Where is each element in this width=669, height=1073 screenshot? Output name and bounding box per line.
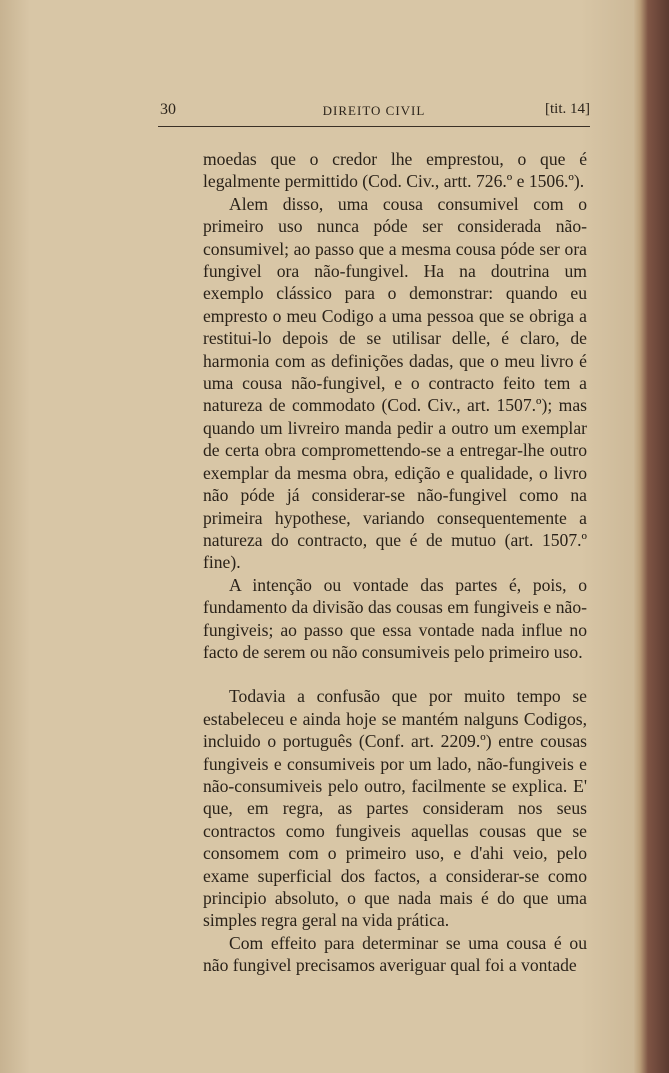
running-title: DIREITO CIVIL xyxy=(322,103,426,118)
section-reference: [tit. 14] xyxy=(545,101,590,117)
book-edge xyxy=(634,0,669,1073)
paragraph-1: moedas que o credor lhe emprestou, o que é legalmente permittido (Cod. Civ., artt. 726.º e 1506.º). xyxy=(203,149,587,192)
body-text xyxy=(203,148,587,977)
page-number: 30 xyxy=(160,101,176,118)
paragraph-2: Alem disso, uma cousa consumivel com o primeiro uso nunca póde ser considerada não-consumivel; ao passo que a mesma cousa póde ser ora fungivel ora não-fungivel. Ha na doutrina um exemplo clássico para o demonstrar: quando eu empresto o meu Codigo a uma pessoa que se obriga a restitui-lo depois de se utilisar delle, é claro, de harmonia com as definições dadas, que o meu livro é uma cousa não-fungivel, e o contracto feito tem a natureza de commodato (Cod. Civ., art. 1507.º); mas quando um livreiro manda pedir a outro um exemplar de certa obra compromettendo-se a entregar-lhe outro exemplar da mesma obra, edição e qualidade, o livro não póde já considerar-se não-fungivel como na primeira hypothese, variando consequentemente a natureza do contracto, que é de mutuo (art. 1507.º fine). xyxy=(203,193,587,573)
paragraph-5: Com effeito para determinar se uma cousa é ou não fungivel precisamos averiguar qual foi a vontade xyxy=(203,932,587,976)
paragraph-3: A intenção ou vontade das partes é, pois, o fundamento da divisão das cousas em fungiveis e não-fungiveis; ao passo que essa vontade nada influe no facto de serem ou não consumiveis pelo primeiro uso. xyxy=(203,574,587,662)
paragraph-4: Todavia a confusão que por muito tempo se estabeleceu e ainda hoje se mantém nalguns Codigos, incluido o português (Conf. art. 2209.º) entre cousas fungiveis e consumiveis por um lado, não-fungiveis e não-consumiveis pelo outro, facilmente se explica. E' que, em regra, as partes consideram nos seus contractos como fungiveis aquellas cousas que se consomem com o primeiro uso, e d'ahi veio, pelo exame superficial dos factos, a considerar-se como principio absoluto, o que nada mais é do que uma simples regra geral na vida prática. xyxy=(203,686,587,931)
page-header xyxy=(158,101,590,123)
header-rule xyxy=(158,126,590,127)
